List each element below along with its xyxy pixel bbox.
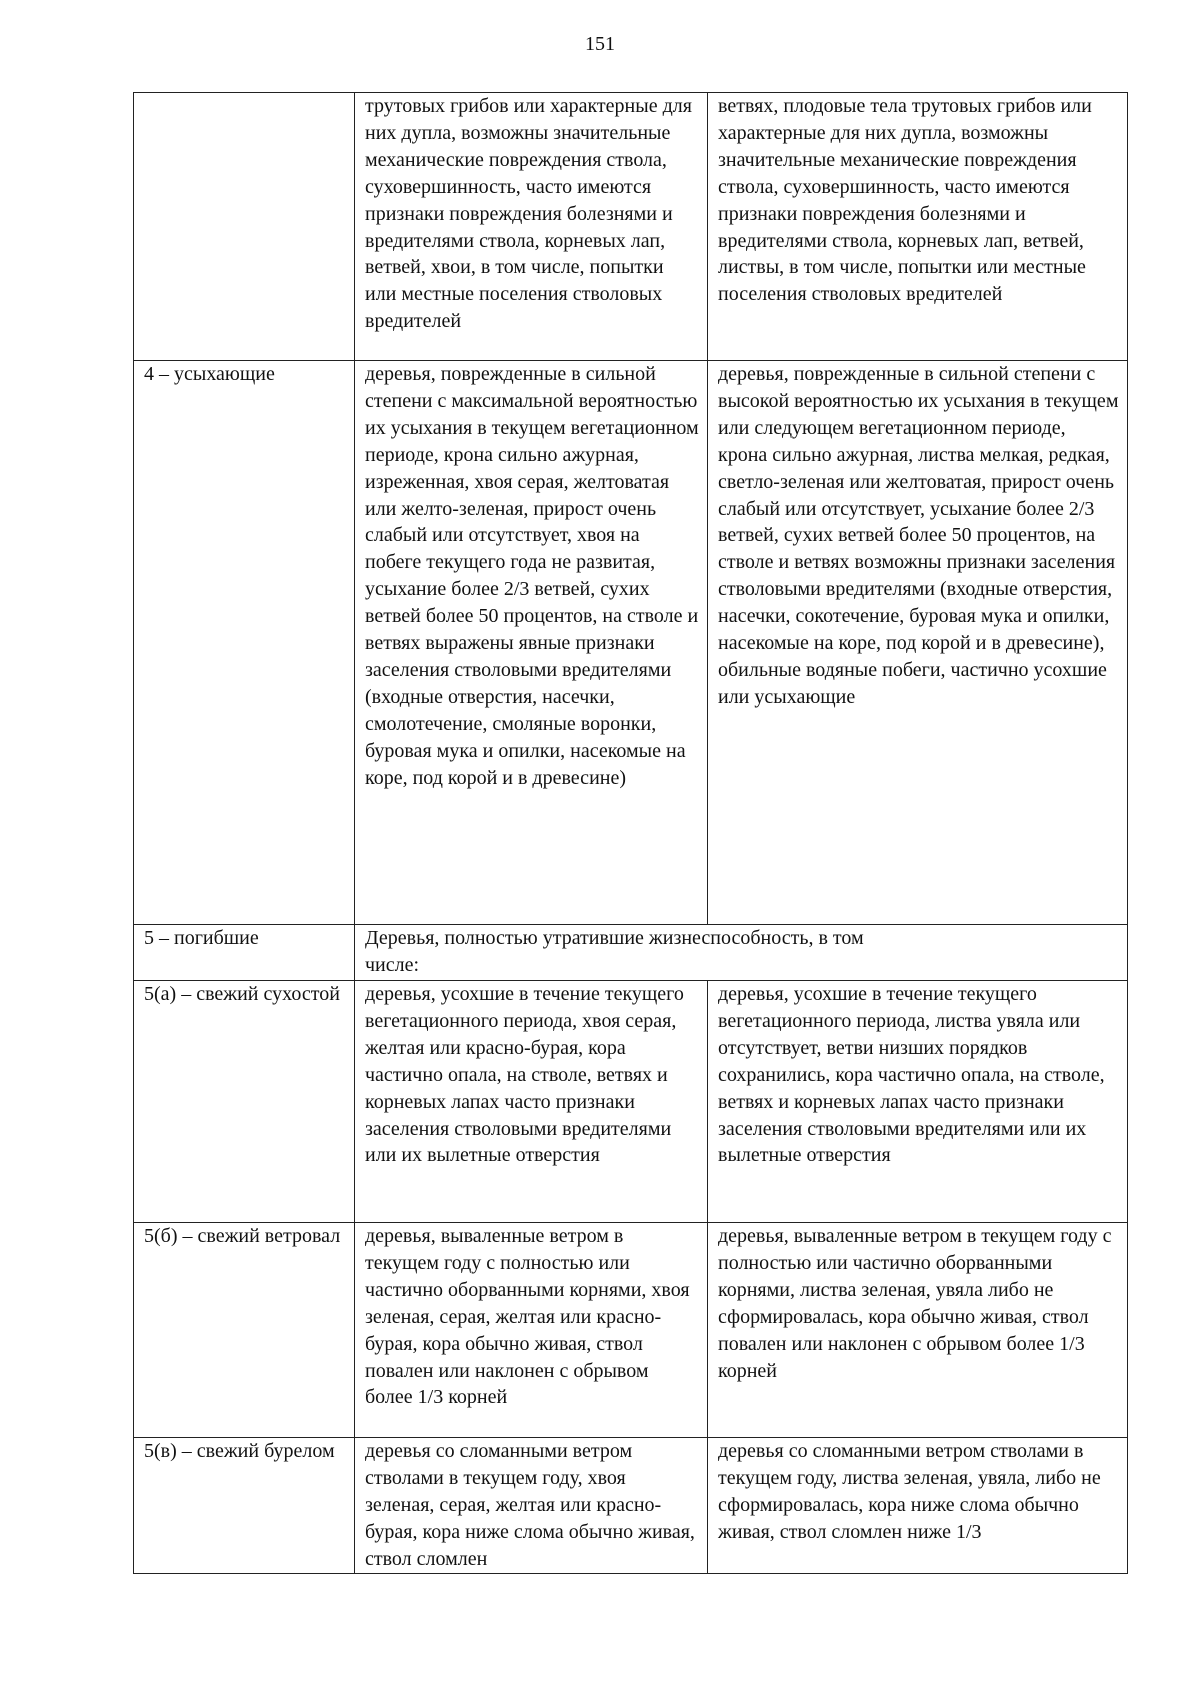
deciduous-description-cell: деревья, усохшие в течение текущего вегетационного периода, листва увяла или отсутствует, ветви низших порядков сохранились, кора частично опала, на стволе, ветвях и корневых лапах часто признаки заселения стволовыми вредителями или их вылетные отверстия (708, 981, 1128, 1223)
conifer-description-cell: трутовых грибов или характерные для них дупла, возможны значительные механические повреждения ствола, суховершинность, часто имеются признаки повреждения болезнями и вредителями ствола, корневых лап, ветвей, хвои, в том числе, попытки или местные поселения стволовых вредителей (355, 93, 708, 361)
deciduous-description-cell: деревья, вываленные ветром в текущем году с полностью или частично оборванными корнями, листва зеленая, увяла либо не сформировалась, кора обычно живая, ствол повален или наклонен с обрывом более 1/3 корней (708, 1223, 1128, 1438)
conifer-description-cell: деревья со сломанными ветром стволами в текущем году, хвоя зеленая, серая, желтая или красно-бурая, кора ниже слома обычно живая, ствол сломлен (355, 1438, 708, 1574)
table-row (134, 925, 1128, 981)
table-row (134, 1438, 1128, 1574)
category-cell: 5(б) – свежий ветровал (134, 1223, 355, 1438)
conifer-description-cell: деревья, поврежденные в сильной степени с максимальной вероятностью их усыхания в текущем вегетационном периоде, крона сильно ажурная, изреженная, хвоя серая, желтоватая или желто-зеленая, прирост очень слабый или отсутствует, хвоя на побеге текущего года не развитая, усыхание более 2/3 ветвей, сухих ветвей более 50 процентов, на стволе и ветвях выражены явные признаки заселения стволовыми вредителями (входные отверстия, насечки, смолотечение, смоляные воронки, буровая мука и опилки, насекомые на коре, под корой и в древесине) (355, 361, 708, 925)
conifer-description-cell: деревья, усохшие в течение текущего вегетационного периода, хвоя серая, желтая или красно-бурая, кора частично опала, на стволе, ветвях и корневых лапах часто признаки заселения стволовыми вредителями или их вылетные отверстия (355, 981, 708, 1223)
category-cell: 5(в) – свежий бурелом (134, 1438, 355, 1574)
category-cell: 5 – погибшие (134, 925, 355, 981)
merged-description-cell: Деревья, полностью утратившие жизнеспособность, в том числе: (355, 925, 1128, 981)
table-row (134, 361, 1128, 925)
table-row (134, 93, 1128, 361)
category-cell: 5(а) – свежий сухостой (134, 981, 355, 1223)
tree-condition-table (133, 92, 1128, 1574)
page-number: 151 (585, 33, 615, 55)
category-cell: 4 – усыхающие (134, 361, 355, 925)
conifer-description-cell: деревья, вываленные ветром в текущем году с полностью или частично оборванными корнями, хвоя зеленая, серая, желтая или красно-бурая, кора обычно живая, ствол повален или наклонен с обрывом более 1/3 корней (355, 1223, 708, 1438)
deciduous-description-cell: ветвях, плодовые тела трутовых грибов или характерные для них дупла, возможны значительные механические повреждения ствола, суховершинность, часто имеются признаки повреждения болезнями и вредителями ствола, корневых лап, ветвей, листвы, в том числе, попытки или местные поселения стволовых вредителей (708, 93, 1128, 361)
deciduous-description-cell: деревья, поврежденные в сильной степени с высокой вероятностью их усыхания в текущем или следующем вегетационном периоде, крона сильно ажурная, листва мелкая, редкая, светло-зеленая или желтоватая, прирост очень слабый или отсутствует, усыхание более 2/3 ветвей, сухих ветвей более 50 процентов, на стволе и ветвях возможны признаки заселения стволовыми вредителями (входные отверстия, насечки, сокотечение, буровая мука и опилки, насекомые на коре, под корой и в древесине), обильные водяные побеги, частично усохшие или усыхающие (708, 361, 1128, 925)
category-cell (134, 93, 355, 361)
table-row (134, 981, 1128, 1223)
deciduous-description-cell: деревья со сломанными ветром стволами в текущем году, листва зеленая, увяла, либо не сформировалась, кора ниже слома обычно живая, ствол сломлен ниже 1/3 (708, 1438, 1128, 1574)
table-row (134, 1223, 1128, 1438)
